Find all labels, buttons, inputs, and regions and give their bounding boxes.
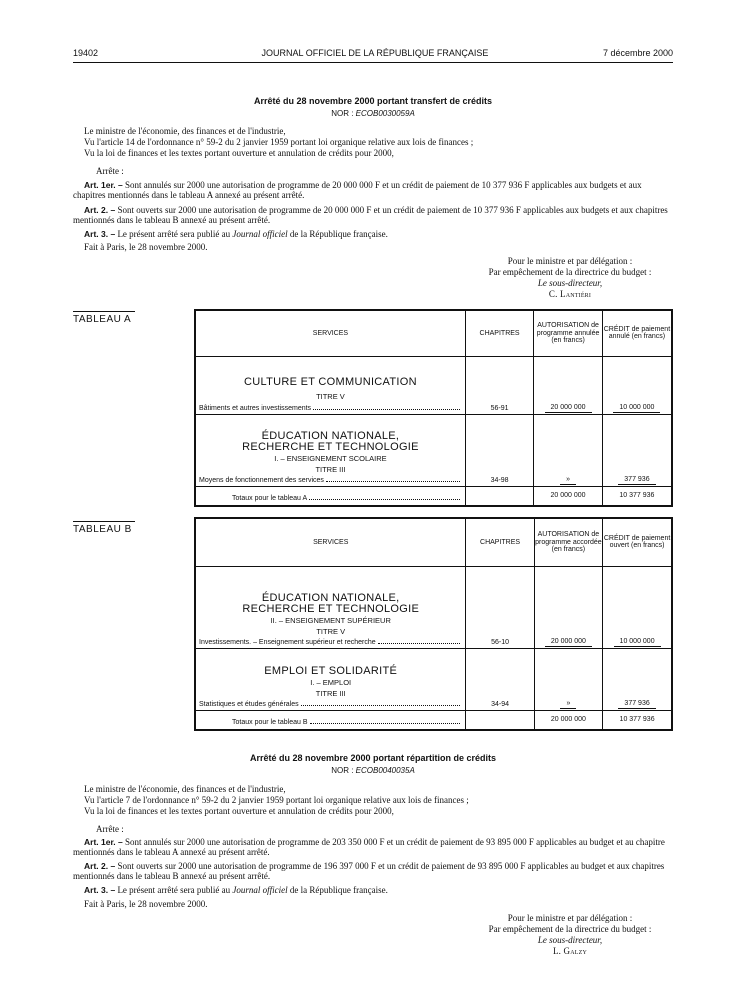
col-autorisation: AUTORISATION de programme annulée (en francs) [534, 310, 603, 356]
tableau-a [194, 309, 673, 507]
journal-title: JOURNAL OFFICIEL DE LA RÉPUBLIQUE FRANÇAISE [261, 48, 489, 58]
section-subtitle: I. – ENSEIGNEMENT SCOLAIRE [274, 453, 387, 463]
col-chapitres: CHAPITRES [465, 310, 533, 356]
section-titre: TITRE V [316, 391, 345, 401]
chapitre: 56-91 [490, 404, 509, 412]
arrete1-visa-3: Vu la loi de finances et les textes portant ouverture et annulation de crédits pour 2000, [84, 148, 394, 158]
arrete1-fait: Fait à Paris, le 28 novembre 2000. [84, 242, 208, 252]
autorisation-value: » [560, 476, 576, 485]
row-label: Moyens de fonctionnement des services [199, 476, 324, 484]
credit-value: 377 936 [618, 476, 655, 485]
section-subtitle: II. – ENSEIGNEMENT SUPÉRIEUR [270, 615, 391, 625]
section-title-2: RECHERCHE ET TECHNOLOGIE [242, 440, 419, 453]
total-row [195, 710, 672, 730]
arrete2-nor: NOR : ECOB0040035A [331, 766, 415, 775]
row-label: Statistiques et études générales [199, 700, 299, 708]
credit-value: 10 000 000 [613, 404, 660, 413]
arrete1-signature: Pour le ministre et par délégation : Par empêchement de la directrice du budget : Le sous-directeur, C. Lantiéri [455, 256, 685, 300]
chapitre: 56-10 [491, 638, 509, 646]
section-title: ÉDUCATION NATIONALE, [261, 429, 400, 442]
arrete1-article-1: Art. 1er. – Sont annulés sur 2000 une autorisation de programme de 20 000 000 F et un crédit de paiement de 10 377 936 F applicables aux budgets et aux chapitres mentionnés dans le tableau A annexé au présent arrêté. [73, 180, 642, 200]
arrete1-nor: NOR : ECOB0030059A [331, 109, 415, 118]
row-label: Investissements. – Enseignement supérieur et recherche [199, 638, 376, 646]
arrete2-article-2: Art. 2. – Sont ouverts sur 2000 une autorisation de programme de 196 397 000 F et un crédit de paiement de 93 895 000 F applicables au budget et aux chapitres mentionnés dans le tableau B annexé au présent arrêté. [73, 861, 665, 881]
arrete1-visa-1: Le ministre de l'économie, des finances et de l'industrie, [84, 126, 286, 136]
total-credit: 10 377 936 [619, 716, 655, 723]
autorisation-value: 20 000 000 [545, 404, 592, 413]
arrete2-fait: Fait à Paris, le 28 novembre 2000. [84, 899, 208, 909]
col-chapitres: CHAPITRES [466, 518, 534, 566]
section-subtitle: I. – EMPLOI [310, 677, 352, 687]
table-row [195, 566, 672, 648]
col-credit: CRÉDIT de paiement annulé (en francs) [602, 310, 672, 356]
arrete2-article-3: Art. 3. – Le présent arrêté sera publié au Journal officiel de la République française. [84, 885, 388, 895]
arrete1-title: Arrêté du 28 novembre 2000 portant transfert de crédits [253, 96, 493, 106]
table-row [195, 648, 672, 710]
section-title: EMPLOI ET SOLIDARITÉ [264, 664, 398, 677]
arrete1-visa-2: Vu l'article 14 de l'ordonnance n° 59-2 du 2 janvier 1959 portant loi organique relative aux lois de finances ; [84, 137, 474, 147]
chapitre: 34-94 [491, 700, 509, 708]
arrete2-article-1: Art. 1er. – Sont annulés sur 2000 une autorisation de programme de 203 350 000 F et un crédit de paiement de 93 895 000 F applicables au budget et au chapitre mentionnés dans le tableau A annexé au présent arrêté. [73, 837, 665, 857]
arrete1-arrete: Arrête : [96, 166, 124, 176]
section-titre: TITRE V [316, 626, 346, 636]
tableau-a-label: TABLEAU A [73, 311, 135, 325]
header-rule [73, 62, 673, 63]
arrete2-signatory: L. Galzy [552, 946, 588, 956]
arrete1-signatory: C. Lantiéri [548, 289, 592, 299]
credit-value: 377 936 [618, 700, 655, 709]
arrete2-visa-2: Vu l'article 7 de l'ordonnance n° 59-2 du 2 janvier 1959 portant loi organique relative aux lois de finances ; [84, 795, 469, 805]
page-number: 19402 [73, 48, 99, 58]
autorisation-value: » [560, 700, 576, 709]
total-credit: 10 377 936 [619, 492, 655, 499]
chapitre: 34-98 [490, 476, 509, 484]
arrete2-visa-1: Le ministre de l'économie, des finances et de l'industrie, [84, 784, 286, 794]
total-autorisation: 20 000 000 [550, 492, 586, 499]
row-label: Bâtiments et autres investissements [199, 404, 312, 412]
arrete2-visa-3: Vu la loi de finances et les textes portant ouverture et annulation de crédits pour 2000, [84, 806, 394, 816]
credit-value: 10 000 000 [614, 638, 661, 647]
table-row [195, 356, 672, 414]
issue-date: 7 décembre 2000 [602, 48, 673, 58]
section-titre: TITRE III [315, 688, 346, 698]
tableau-b-label: TABLEAU B [73, 521, 135, 535]
col-services: SERVICES [195, 518, 466, 566]
total-row [195, 486, 672, 506]
autorisation-value: 20 000 000 [545, 638, 592, 647]
arrete2-signature: Pour le ministre et par délégation : Par empêchement de la directrice du budget : Le sous-directeur, L. Galzy [455, 913, 685, 957]
arrete2-arrete: Arrête : [96, 824, 124, 834]
section-titre: TITRE III [315, 464, 346, 474]
section-title-2: RECHERCHE ET TECHNOLOGIE [242, 602, 420, 615]
total-label: Totaux pour le tableau B [232, 718, 308, 726]
col-services: SERVICES [195, 310, 465, 356]
col-autorisation: AUTORISATION de programme accordée (en francs) [534, 518, 603, 566]
arrete1-article-2: Art. 2. – Sont ouverts sur 2000 une autorisation de programme de 20 000 000 F et un crédit de paiement de 10 377 936 F applicables aux budgets et aux chapitres mentionnés dans le tableau B annexé au présent arrêté. [73, 205, 668, 225]
total-label: Totaux pour le tableau A [232, 494, 308, 502]
section-title: CULTURE ET COMMUNICATION [244, 375, 417, 388]
arrete1-article-3: Art. 3. – Le présent arrêté sera publié au Journal officiel de la République française. [84, 229, 388, 239]
tableau-b [194, 517, 673, 731]
table-row [195, 414, 672, 486]
total-autorisation: 20 000 000 [550, 716, 586, 723]
arrete2-title: Arrêté du 28 novembre 2000 portant répartition de crédits [249, 753, 497, 763]
section-title: ÉDUCATION NATIONALE, [261, 591, 400, 604]
col-credit: CRÉDIT de paiement ouvert (en francs) [603, 518, 672, 566]
